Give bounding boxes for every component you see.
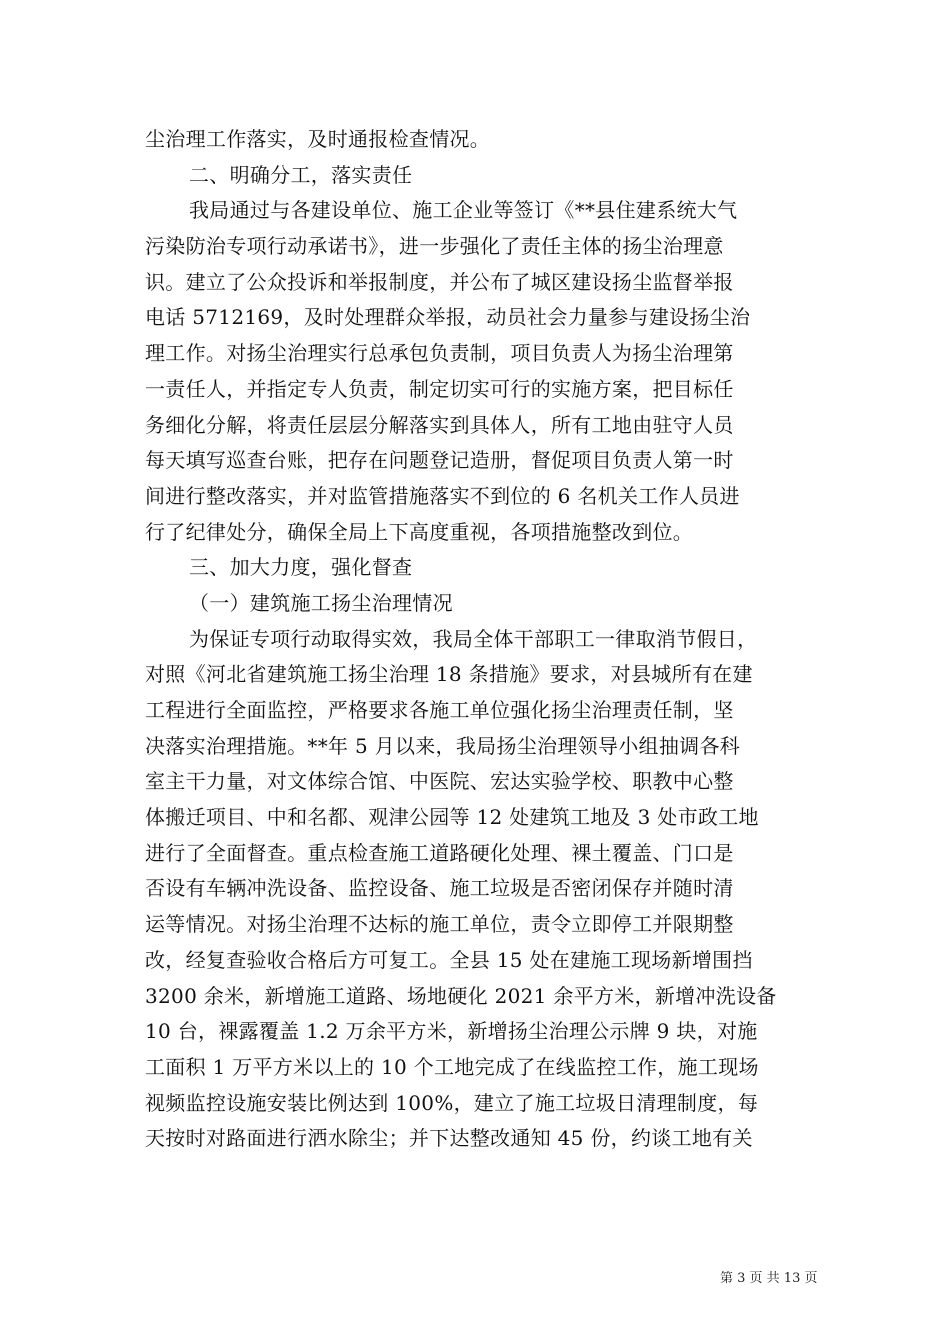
- paragraph-line: 天按时对路面进行洒水除尘；并下达整改通知 45 份，约谈工地有关: [145, 1126, 753, 1151]
- paragraph-line: 电话 5712169，及时处理群众举报，动员社会力量参与建设扬尘治: [145, 305, 751, 330]
- paragraph-line: 室主干力量，对文体综合馆、中医院、宏达实验学校、职教中心整: [145, 769, 734, 794]
- paragraph-line: 体搬迁项目、中和名都、观津公园等 12 处建筑工地及 3 处市政工地: [145, 805, 759, 830]
- section-heading: 三、加大力度，强化督查: [189, 555, 413, 580]
- paragraph-line: 务细化分解，将责任层层分解落实到具体人，所有工地由驻守人员: [145, 412, 734, 437]
- paragraph-line: 对照《河北省建筑施工扬尘治理 18 条措施》要求，对县城所有在建: [145, 662, 753, 687]
- body-text: [145, 122, 825, 1157]
- paragraph-line: 否设有车辆冲洗设备、监控设备、施工垃圾是否密闭保存并随时清: [145, 876, 734, 901]
- paragraph-line: 每天填写巡查台账，把存在问题登记造册，督促项目负责人第一时: [145, 448, 734, 473]
- paragraph-line: 进行了全面督查。重点检查施工道路硬化处理、裸土覆盖、门口是: [145, 840, 734, 865]
- page-number: 第 3 页 共 13 页: [720, 1271, 818, 1286]
- paragraph-line: 运等情况。对扬尘治理不达标的施工单位，责令立即停工并限期整: [145, 912, 734, 937]
- paragraph-line: 识。建立了公众投诉和举报制度，并公布了城区建设扬尘监督举报: [145, 269, 734, 294]
- paragraph-line: 理工作。对扬尘治理实行总承包负责制，项目负责人为扬尘治理第: [145, 341, 734, 366]
- paragraph-line: 一责任人，并指定专人负责，制定切实可行的实施方案，把目标任: [145, 376, 734, 401]
- paragraph-line: 决落实治理措施。**年 5 月以来，我局扬尘治理领导小组抽调各科: [145, 733, 741, 758]
- paragraph-line: 为保证专项行动取得实效，我局全体干部职工一律取消节假日，: [189, 626, 758, 651]
- paragraph-line: 视频监控设施安装比例达到 100%，建立了施工垃圾日清理制度，每: [145, 1090, 759, 1115]
- paragraph-line: 我局通过与各建设单位、施工企业等签订《**县住建系统大气: [189, 198, 738, 223]
- paragraph-line: 间进行整改落实，并对监管措施落实不到位的 6 名机关工作人员进: [145, 483, 740, 508]
- paragraph-line: 行了纪律处分，确保全局上下高度重视，各项措施整改到位。: [145, 519, 694, 544]
- paragraph-line: 工程进行全面监控，严格要求各施工单位强化扬尘治理责任制，坚: [145, 698, 734, 722]
- section-heading: 二、明确分工，落实责任: [189, 162, 413, 187]
- paragraph-line: 尘治理工作落实，及时通报检查情况。: [145, 127, 491, 151]
- subsection-heading: （一）建筑施工扬尘治理情况: [189, 590, 453, 615]
- paragraph-line: 污染防治专项行动承诺书》，进一步强化了责任主体的扬尘治理意: [145, 234, 724, 259]
- paragraph-line: 工面积 1 万平方米以上的 10 个工地完成了在线监控工作，施工现场: [145, 1054, 759, 1079]
- paragraph-line: 改，经复查验收合格后方可复工。全县 15 处在建施工现场新增围挡: [145, 947, 753, 972]
- paragraph-line: 10 台，裸露覆盖 1.2 万余平方米，新增扬尘治理公示牌 9 块，对施: [145, 1019, 758, 1044]
- paragraph-line: 3200 余米，新增施工道路、场地硬化 2021 余平方米，新增冲洗设备: [145, 983, 777, 1008]
